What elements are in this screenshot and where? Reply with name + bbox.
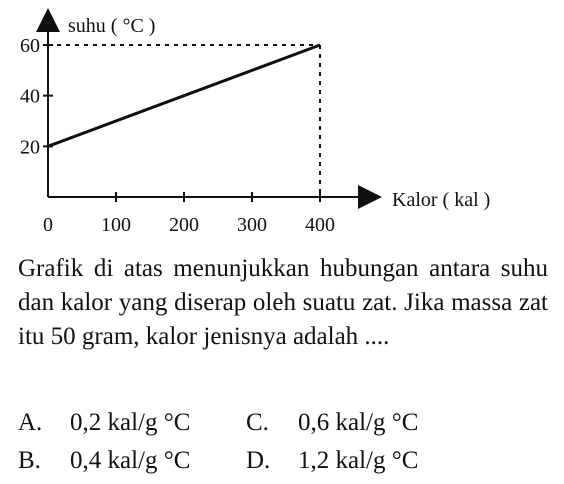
plot-lines	[48, 45, 320, 146]
option-letter: A.	[18, 409, 43, 436]
option-letter: D.	[246, 447, 271, 474]
dashed-guide-lines	[48, 45, 320, 197]
tick-marks	[43, 45, 320, 202]
answer-row-1	[18, 404, 558, 442]
answer-options	[18, 404, 558, 480]
y-tick-label: 20	[20, 136, 40, 159]
option-b[interactable]	[18, 442, 190, 480]
x-tick-label: 100	[101, 214, 131, 236]
tick-labels	[20, 35, 335, 236]
x-tick-label: 300	[237, 214, 267, 236]
answer-row-2	[18, 442, 558, 480]
x-axis-label: Kalor ( kal )	[392, 189, 491, 211]
y-tick-label: 60	[20, 35, 40, 57]
option-d[interactable]	[246, 442, 418, 480]
temperature-line	[48, 45, 320, 146]
option-a[interactable]	[18, 404, 190, 442]
y-tick-label: 40	[20, 85, 40, 108]
option-value: 0,4 kal/g °C	[70, 447, 191, 474]
option-c[interactable]	[246, 404, 418, 442]
x-tick-label: 200	[169, 214, 199, 236]
x-tick-label: 0	[43, 214, 53, 236]
question-text: Grafik di atas menunjukkan hubungan antara suhu dan kalor yang diserap oleh suatu zat. Jika massa zat itu 50 gram, kalor jenisnya adalah ....	[18, 255, 548, 350]
option-letter: C.	[246, 409, 269, 436]
chart-axes	[48, 12, 378, 197]
x-tick-label: 400	[305, 214, 335, 236]
option-letter: B.	[18, 447, 41, 474]
option-value: 0,2 kal/g °C	[70, 409, 191, 436]
option-value: 0,6 kal/g °C	[298, 409, 419, 436]
y-axis-label: suhu ( °C )	[68, 15, 156, 37]
option-value: 1,2 kal/g °C	[298, 447, 419, 474]
